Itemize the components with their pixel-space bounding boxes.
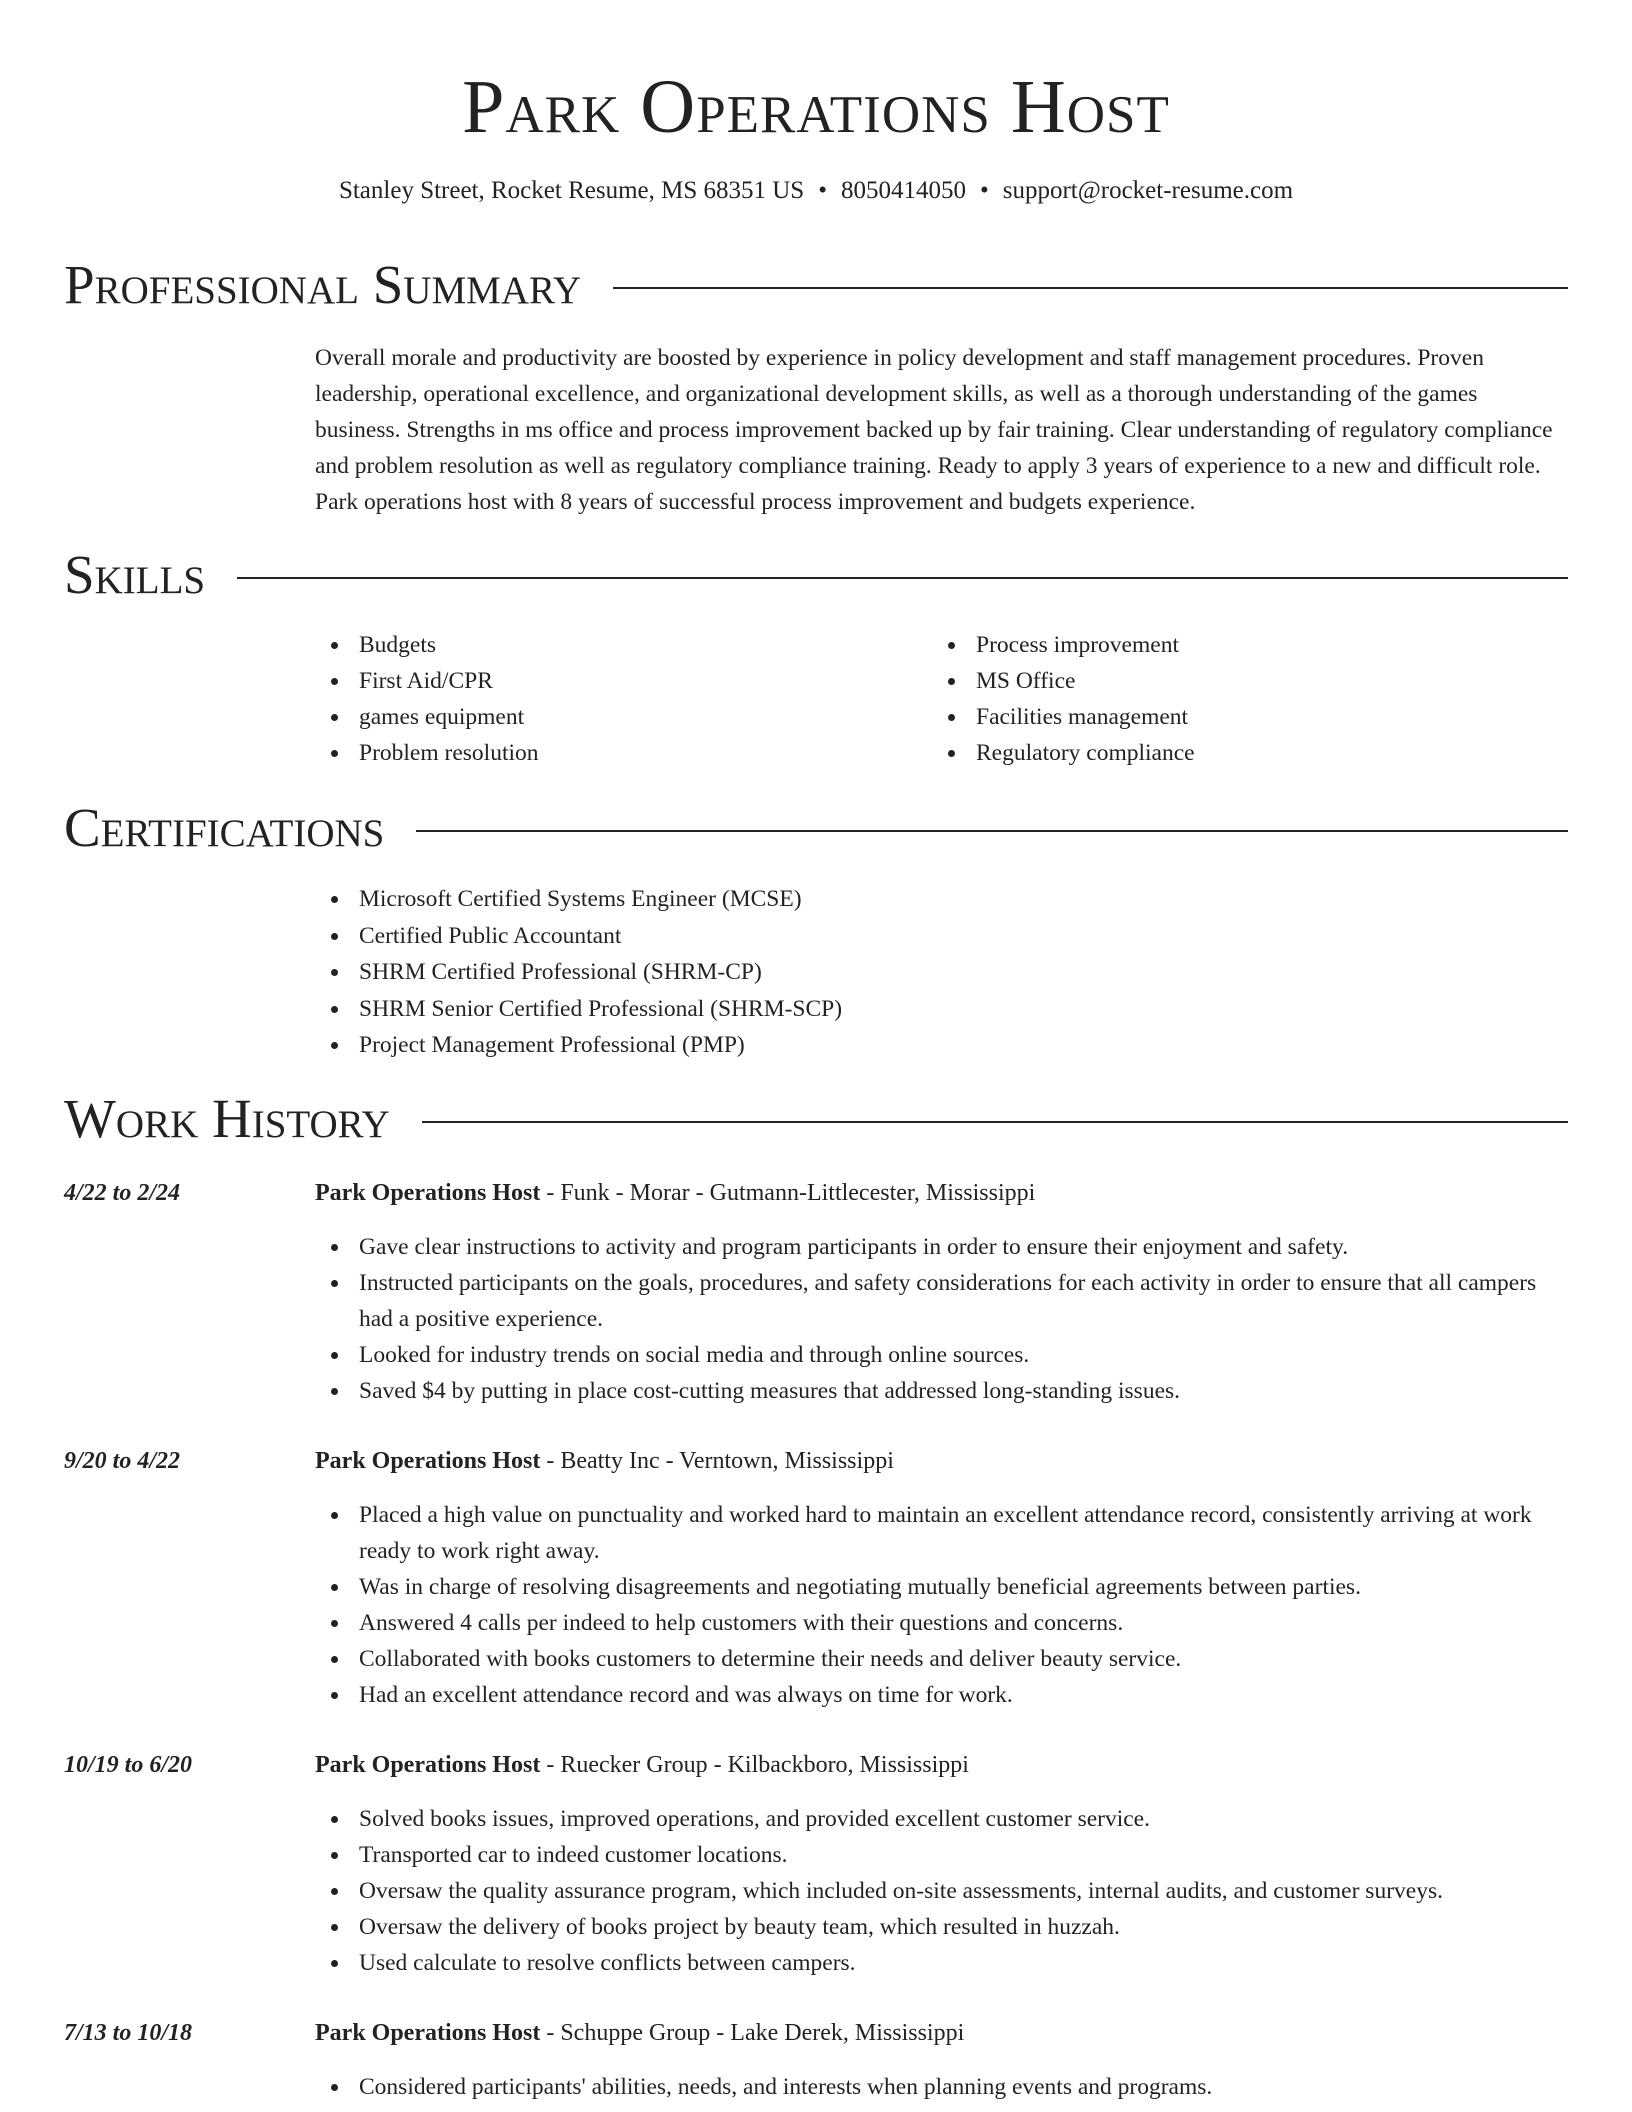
contact-separator: • [979, 177, 989, 204]
skill-item: Regulatory compliance [932, 735, 1532, 771]
skills-list-right [932, 627, 1532, 771]
duty-item: Transported car to indeed customer locations. [315, 1837, 1568, 1873]
summary-heading: Professional Summary [64, 254, 582, 315]
contact-email[interactable]: support@rocket-resume.com [1002, 177, 1294, 204]
duty-item: Solved books issues, improved operations, and provided excellent customer service. [315, 1801, 1568, 1837]
job-employer: - Schuppe Group - Lake Derek, Mississippi [540, 2020, 965, 2046]
contact-address: Stanley Street, Rocket Resume, MS 68351 US [338, 177, 805, 204]
skills-heading: Skills [64, 544, 206, 605]
section-divider [422, 1121, 1568, 1123]
work-history-heading: Work History [64, 1088, 390, 1149]
job-duties [315, 1229, 1568, 1409]
duty-item: Instructed participants on the goals, procedures, and safety considerations for each activity in order to ensure that all campers had a positive experience. [315, 1265, 1568, 1337]
skills-section-header [64, 543, 1568, 607]
job-duties [315, 1801, 1568, 1981]
contact-line [0, 174, 1632, 208]
certification-item: Microsoft Certified Systems Engineer (MCSE) [315, 881, 1568, 918]
job-duties [315, 1497, 1568, 1713]
certification-item: SHRM Senior Certified Professional (SHRM-SCP) [315, 991, 1568, 1028]
duty-item: Saved $4 by putting in place cost-cutting measures that addressed long-standing issues. [315, 1373, 1568, 1409]
certification-item: SHRM Certified Professional (SHRM-CP) [315, 954, 1568, 991]
skill-item: games equipment [315, 699, 915, 735]
skill-item: First Aid/CPR [315, 663, 915, 699]
section-divider [613, 287, 1568, 289]
job-dates: 10/19 to 6/20 [64, 1752, 193, 1778]
skills-list-left [315, 627, 915, 771]
contact-separator: • [818, 177, 827, 204]
duty-item: Placed a high value on punctuality and worked hard to maintain an excellent attendance record, consistently arriving at work ready to work right away. [315, 1497, 1568, 1569]
duty-item: Was in charge of resolving disagreements and negotiating mutually beneficial agreements between parties. [315, 1569, 1568, 1605]
work-history-section-header [64, 1087, 1568, 1151]
duty-item: Considered participants' abilities, needs, and interests when planning events and programs. [315, 2069, 1568, 2105]
certifications-section-header [64, 796, 1568, 860]
duty-item: Used calculate to resolve conflicts between campers. [315, 1945, 1568, 1981]
duty-item: Had an excellent attendance record and was always on time for work. [315, 1677, 1568, 1713]
skill-item: Facilities management [932, 699, 1532, 735]
job-header [315, 1175, 1568, 1211]
resume-name: Park Operations Host [462, 65, 1170, 149]
job-employer: - Beatty Inc - Verntown, Mississippi [540, 1448, 894, 1474]
duty-item: Gave clear instructions to activity and program participants in order to ensure their enjoyment and safety. [315, 1229, 1568, 1265]
summary-section-header [64, 253, 1568, 317]
skill-item: Problem resolution [315, 735, 915, 771]
section-divider [237, 577, 1568, 579]
job-title: Park Operations Host [315, 1180, 541, 1206]
certification-item: Certified Public Accountant [315, 918, 1568, 955]
duty-item: Answered 4 calls per indeed to help customers with their questions and concerns. [315, 1605, 1568, 1641]
job-header [315, 1747, 1568, 1783]
job-header [315, 2015, 1568, 2051]
job-dates: 9/20 to 4/22 [64, 1448, 181, 1474]
section-divider [416, 830, 1568, 832]
job-header [315, 1443, 1568, 1479]
job-title: Park Operations Host [315, 1448, 541, 1474]
skill-item: Process improvement [932, 627, 1532, 663]
duty-item: Oversaw the quality assurance program, which included on-site assessments, internal audits, and customer surveys. [315, 1873, 1568, 1909]
job-dates: 4/22 to 2/24 [64, 1180, 181, 1206]
contact-phone: 8050414050 [840, 177, 966, 204]
certification-item: Project Management Professional (PMP) [315, 1027, 1568, 1064]
job-title: Park Operations Host [315, 1752, 541, 1778]
job-dates: 7/13 to 10/18 [64, 2020, 193, 2046]
job-title: Park Operations Host [315, 2020, 541, 2046]
duty-item: Collaborated with books customers to determine their needs and deliver beauty service. [315, 1641, 1568, 1677]
duty-item: Looked for industry trends on social media and through online sources. [315, 1337, 1568, 1373]
summary-text: Overall morale and productivity are boosted by experience in policy development and staff management procedures. Proven leadership, operational excellence, and organizational development skills, as well as a thorough understanding of the games business. Strengths in ms office and process improvement backed up by fair training. Clear understanding of regulatory compliance and problem resolution as well as regulatory compliance training. Ready to apply 3 years of experience to a new and difficult role. Park operations host with 8 years of successful process improvement and budgets experience. [315, 345, 1553, 515]
job-duties [315, 2069, 1568, 2105]
skill-item: MS Office [932, 663, 1532, 699]
skill-item: Budgets [315, 627, 915, 663]
job-employer: - Funk - Morar - Gutmann-Littlecester, Mississippi [540, 1180, 1036, 1206]
duty-item: Oversaw the delivery of books project by beauty team, which resulted in huzzah. [315, 1909, 1568, 1945]
certifications-heading: Certifications [64, 797, 385, 858]
job-employer: - Ruecker Group - Kilbackboro, Mississippi [540, 1752, 969, 1778]
certifications-list [315, 881, 1568, 1064]
